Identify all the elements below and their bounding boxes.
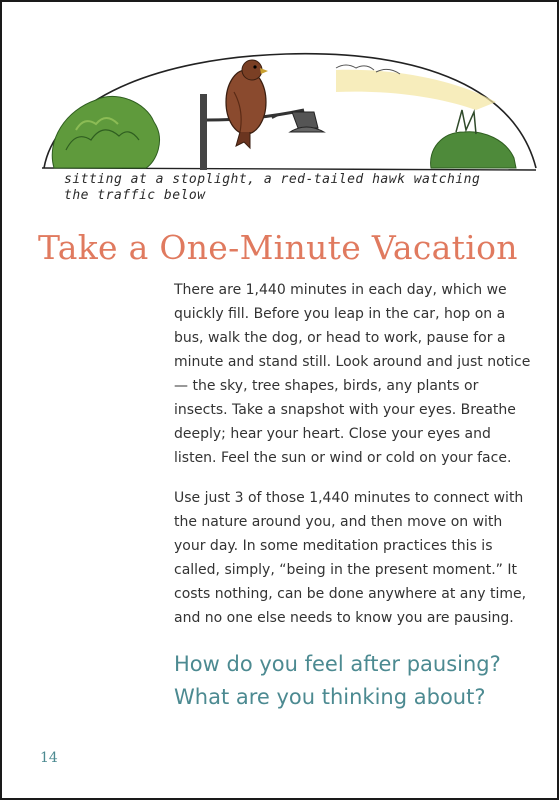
paragraph: Use just 3 of those 1,440 minutes to connect with the nature around you, and then move on with your day. In some meditation practices this is called, simply, “being in the present moment.” It costs nothing, can be done anywhere at any time, and no one else needs to know you are pausing. [174, 490, 527, 626]
page-title: Take a One-Minute Vacation [38, 228, 518, 267]
question: How do you feel after pausing? [174, 652, 501, 676]
page-number: 14 [40, 750, 58, 766]
paragraph: There are 1,440 minutes in each day, which we quickly fill. Before you leap in the car, hop on a bus, walk the dog, or head to work, pause for a minute and stand still. Look around and just notice — the sky, tree shapes, birds, any plants or insects. Take a snapshot with your eyes. Breathe deeply; hear your heart. Close your eyes and listen. Feel the sun or wind or cold on your face. [174, 282, 531, 466]
reflection-questions [174, 648, 546, 714]
body-text [174, 278, 534, 646]
question: What are you thinking about? [174, 685, 486, 709]
illustration-caption: sitting at a stoplight, a red-tailed hawk watching the traffic below [64, 172, 481, 203]
